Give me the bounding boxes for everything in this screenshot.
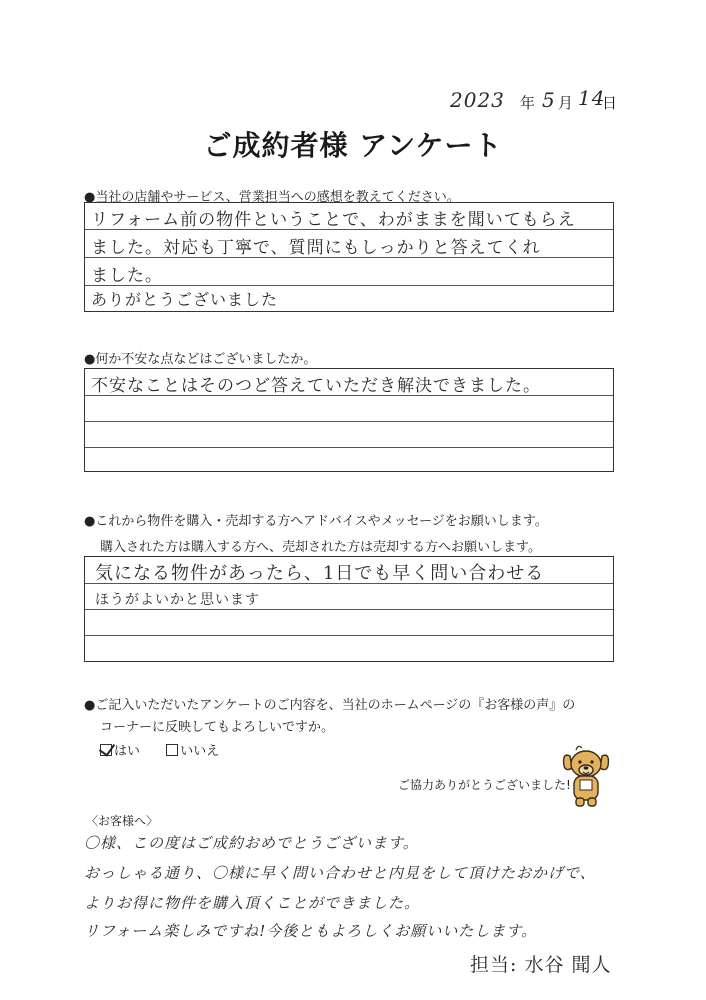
answer-1-line-3: ました。 [91, 266, 163, 286]
date-year: 2023 [450, 88, 505, 112]
rule-line [85, 285, 613, 286]
customer-message-line-3: よりお得に物件を購入頂くことができました。 [84, 894, 421, 912]
dog-mascot-icon [556, 742, 616, 808]
question-3-line-2: 購入された方は購入する方へ、売却された方は売却する方へお願いします。 [100, 540, 541, 555]
question-1: ●当社の店舗やサービス、営業担当への感想を教えてください。 [84, 190, 460, 205]
answer-1-line-1: リフォーム前の物件ということで、わがままを聞いてもらえ [91, 210, 576, 230]
date [430, 84, 630, 118]
staff-signature: 担当: 水谷 聞人 [470, 954, 612, 976]
rule-line [85, 421, 613, 422]
answer-box-2 [84, 368, 614, 472]
customer-message-line-1: 〇様、この度はご成約おめでとうございます。 [84, 834, 419, 852]
publish-consent [100, 740, 219, 759]
question-2: ●何か不安な点などはございましたか。 [84, 352, 317, 367]
answer-2-line-1: 不安なことはそのつど答えていただき解決できました。 [91, 376, 541, 396]
yes-checkbox[interactable] [100, 744, 112, 756]
answer-1-line-2: ました。対応も丁寧で、質問にもしっかりと答えてくれ [91, 238, 541, 258]
customer-message-line-2: おっしゃる通り、〇様に早く問い合わせと内見をして頂けたおかげで、 [84, 864, 596, 882]
question-3-line-1: ●これから物件を購入・売却する方へアドバイスやメッセージをお願いします。 [84, 514, 548, 529]
answer-3-line-1: 気になる物件があったら、1日でも早く問い合わせる [95, 563, 545, 584]
answer-box-1 [84, 202, 614, 312]
rule-line [85, 609, 613, 610]
customer-message-line-4: リフォーム楽しみですね!今後ともよろしくお願いいたします。 [84, 922, 538, 940]
question-4-line-2: コーナーに反映してもよろしいですか。 [100, 720, 335, 735]
question-4-line-1: ●ご記入いただいたアンケートのご内容を、当社のホームページの『お客様の声』の [84, 698, 576, 713]
date-day: 14 [578, 86, 606, 110]
no-checkbox[interactable] [166, 744, 178, 756]
thanks-message: ご協力ありがとうございました! [398, 778, 571, 792]
customer-heading: 〈お客様へ〉 [86, 814, 159, 828]
answer-box-3 [84, 556, 614, 662]
date-year-label: 年 [520, 94, 536, 112]
page-title: ご成約者様 アンケート [203, 129, 503, 162]
answer-1-line-4: ありがとうございました [91, 290, 279, 309]
rule-line [85, 447, 613, 448]
yes-label: はい [114, 744, 141, 759]
date-day-label: 日 [602, 94, 618, 112]
date-month-label: 月 [558, 94, 574, 112]
answer-3-line-2: ほうがよいかと思います [95, 592, 260, 608]
date-month: 5 [542, 88, 556, 112]
no-label: いいえ [180, 744, 220, 759]
rule-line [85, 635, 613, 636]
